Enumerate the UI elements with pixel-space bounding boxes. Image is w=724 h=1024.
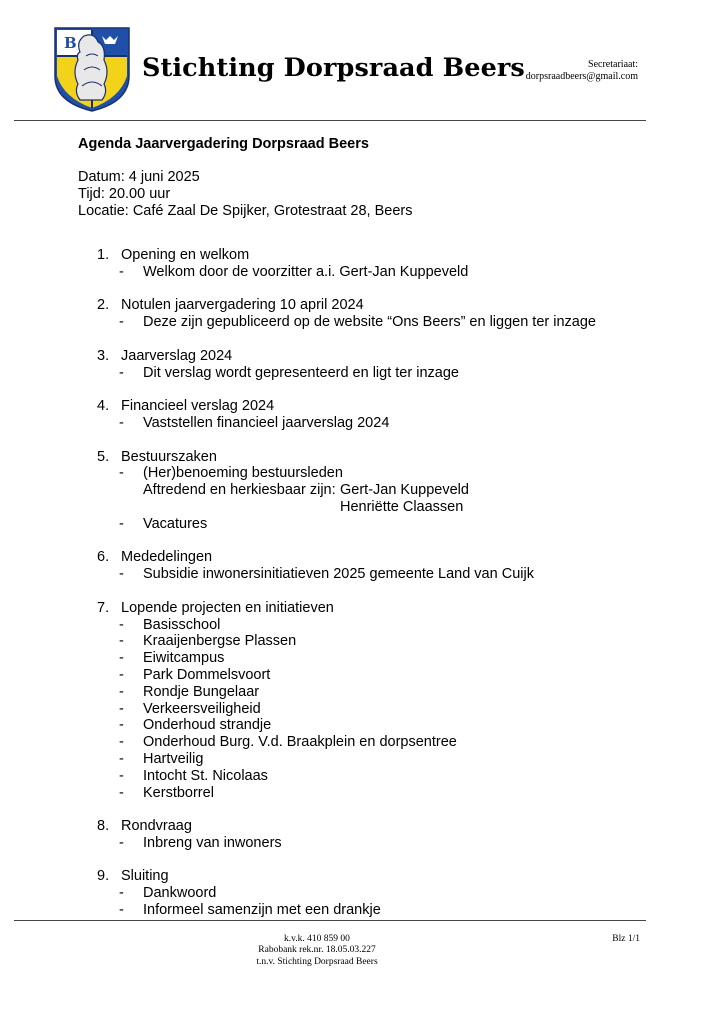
agenda-item-1 [0, 247, 724, 281]
bullet-dash: - [119, 414, 124, 431]
secretariat-label: Secretariaat: [588, 59, 638, 70]
board-member-name: Gert-Jan Kuppeveld [340, 482, 469, 499]
agenda-title: Agenda Jaarvergadering Dorpsraad Beers [78, 136, 369, 152]
bullet-dash: - [119, 566, 124, 583]
item-title: Notulen jaarvergadering 10 april 2024 [121, 297, 364, 314]
project-item: Rondje Bungelaar [143, 683, 260, 700]
meeting-time: Tijd: 20.00 uur [78, 186, 171, 202]
bullet-dash: - [119, 616, 124, 633]
agenda-list [0, 247, 724, 936]
agenda-item-8 [0, 818, 724, 852]
sub-item: Vacatures [143, 515, 208, 532]
project-item: Onderhoud strandje [143, 717, 272, 734]
item-number: 1. [97, 247, 110, 263]
project-item: Kerstborrel [143, 784, 214, 801]
header-divider [14, 120, 646, 121]
organisation-title: Stichting Dorpsraad Beers [142, 53, 525, 83]
item-title: Rondvraag [121, 818, 192, 835]
sub-item: Subsidie inwonersinitiatieven 2025 gemeente Land van Cuijk [143, 566, 534, 583]
sub-item: Vaststellen financieel jaarverslag 2024 [143, 414, 390, 431]
bullet-dash: - [119, 834, 124, 851]
bullet-dash: - [119, 683, 124, 700]
bullet-dash: - [119, 465, 124, 482]
bullet-dash: - [119, 885, 124, 902]
item-title: Lopende projecten en initiatieven [121, 599, 334, 616]
agenda-item-5 [0, 449, 724, 533]
item-number: 3. [97, 347, 110, 364]
meeting-date: Datum: 4 juni 2025 [78, 169, 200, 185]
bullet-dash: - [119, 633, 124, 650]
item-title: Financieel verslag 2024 [121, 398, 275, 415]
item-number: 5. [97, 448, 110, 465]
sub-item: Inbreng van inwoners [143, 834, 282, 851]
item-title: Mededelingen [121, 549, 213, 566]
item-title: Bestuurszaken [121, 448, 217, 465]
bullet-dash: - [119, 515, 124, 532]
project-item: Eiwitcampus [143, 650, 225, 667]
agenda-item-3 [0, 348, 724, 382]
bullet-dash: - [119, 666, 124, 683]
bullet-dash: - [119, 700, 124, 717]
sub-item: Dit verslag wordt gepresenteerd en ligt ter inzage [143, 364, 459, 381]
project-item: Hartveilig [143, 750, 204, 767]
agenda-item-4 [0, 398, 724, 432]
item-number: 9. [97, 868, 110, 885]
secretariat-email[interactable]: dorpsraadbeers@gmail.com [525, 71, 638, 82]
item-number: 8. [97, 818, 110, 835]
secretariat-contact [526, 59, 638, 83]
item-title: Jaarverslag 2024 [121, 347, 233, 364]
project-item: Park Dommelsvoort [143, 666, 271, 683]
project-item: Verkeersveiligheid [143, 700, 261, 717]
kvk-number: k.v.k. 410 859 00 [284, 934, 350, 944]
project-item: Onderhoud Burg. V.d. Braakplein en dorpsentree [143, 734, 457, 751]
bullet-dash: - [119, 263, 124, 280]
bullet-dash: - [119, 902, 124, 919]
sub-item: Informeel samenzijn met een drankje [143, 902, 381, 919]
bullet-dash: - [119, 750, 124, 767]
item-number: 4. [97, 398, 110, 415]
footer-divider [14, 920, 646, 921]
svg-text:B: B [64, 34, 77, 52]
meeting-location: Locatie: Café Zaal De Spijker, Grotestraat 28, Beers [78, 203, 413, 219]
bullet-dash: - [119, 314, 124, 331]
bullet-dash: - [119, 784, 124, 801]
sub-item: (Her)benoeming bestuursleden [143, 465, 343, 482]
footer-registration [190, 934, 444, 968]
agenda-item-7 [0, 600, 724, 802]
meeting-details [78, 169, 412, 220]
item-number: 6. [97, 549, 110, 566]
bullet-dash: - [119, 717, 124, 734]
project-item: Basisschool [143, 616, 221, 633]
item-number: 2. [97, 297, 110, 314]
sub-item: Deze zijn gepubliceerd op de website “Ons Beers” en liggen ter inzage [143, 314, 596, 331]
account-holder: t.n.v. Stichting Dorpsraad Beers [256, 956, 378, 967]
bullet-dash: - [119, 650, 124, 667]
project-item: Intocht St. Nicolaas [143, 767, 268, 784]
bank-account: Rabobank rek.nr. 18.05.03.227 [258, 945, 376, 956]
page-number: Blz 1/1 [612, 934, 640, 944]
item-title: Opening en welkom [121, 247, 250, 263]
sub-item: Dankwoord [143, 885, 217, 902]
item-title: Sluiting [121, 868, 169, 885]
aftredend-label: Aftredend en herkiesbaar zijn: [143, 482, 336, 499]
sub-item: Welkom door de voorzitter a.i. Gert-Jan Kuppeveld [143, 263, 469, 280]
bullet-dash: - [119, 767, 124, 784]
bullet-dash: - [119, 734, 124, 751]
bullet-dash: - [119, 364, 124, 381]
item-number: 7. [97, 599, 110, 616]
agenda-item-6 [0, 549, 724, 583]
project-item: Kraaijenbergse Plassen [143, 633, 297, 650]
agenda-item-2 [0, 297, 724, 331]
agenda-item-9 [0, 868, 724, 918]
village-crest-logo [52, 26, 132, 112]
board-member-name: Henriëtte Claassen [340, 498, 464, 515]
